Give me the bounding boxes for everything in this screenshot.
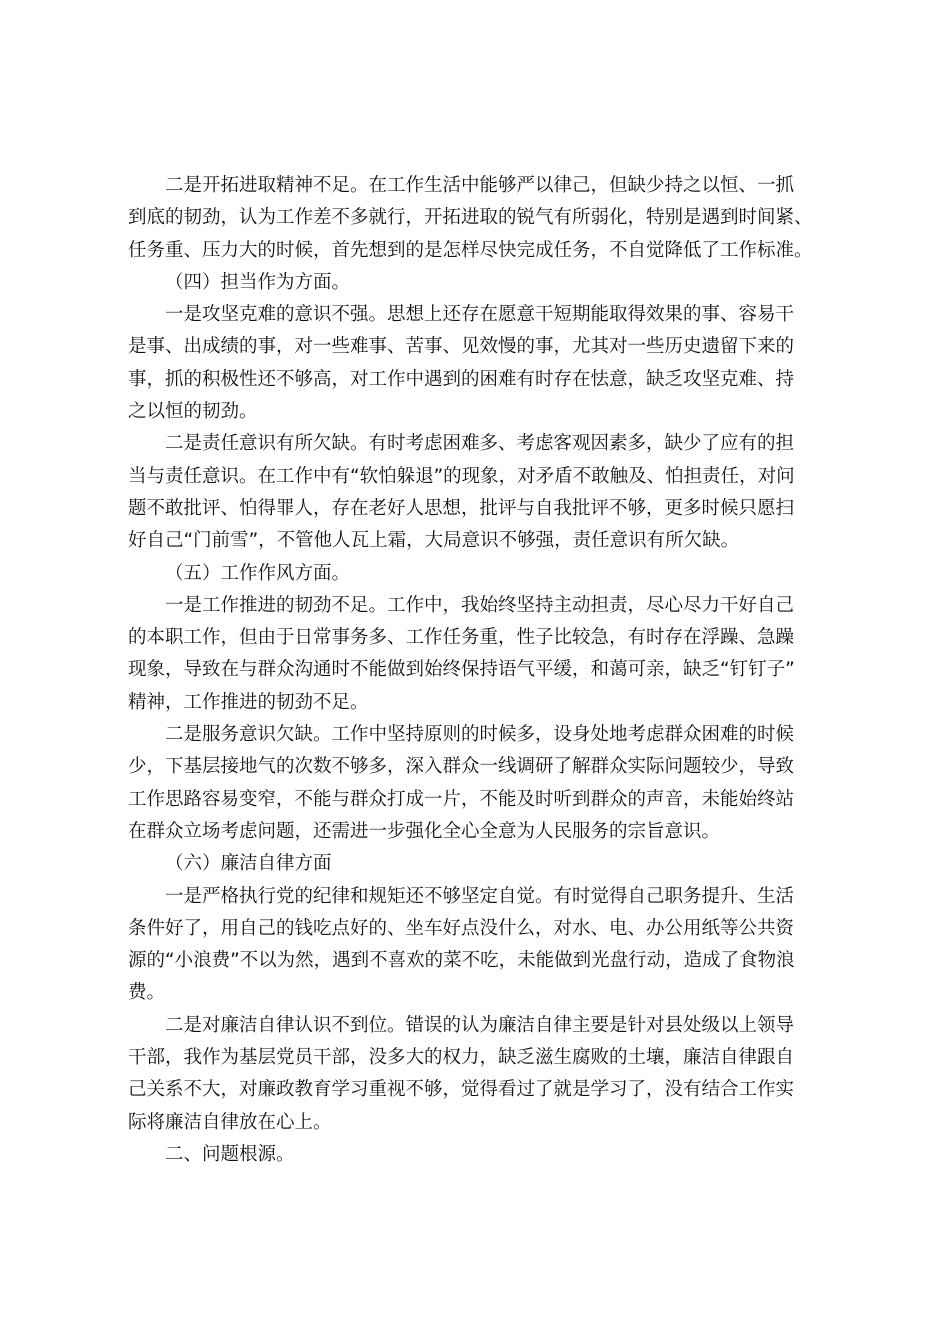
paragraph-integrity-awareness: 二是对廉洁自律认识不到位。错误的认为廉洁自律主要是针对县处级以上领导 干部，我作为基层党员干部，没多大的权力，缺乏滋生腐败的土壤，廉洁自律跟自 己关系不大，对廉政教育学习重视不够，觉得看过了就是学习了，没有结合工作实 际将廉洁自律放在心上。 [128, 1014, 795, 1133]
paragraph-sense-of-responsibility: 二是责任意识有所欠缺。有时考虑困难多、考虑客观因素多，缺少了应有的担 当与责任意识。在工作中有“软怕躲退”的现象，对矛盾不敢触及、怕担责任，对问 题不敢批评、怕得罪人，存在老好人思想，批评与自我批评不够，更多时候只愿扫 好自己“门前雪”，不管他人瓦上霜，大局意识不够强，责任意识有所欠缺。 [128, 433, 795, 552]
section-heading-responsibility: （四）担当作为方面。 [165, 271, 351, 293]
section-heading-root-causes: 二、问题根源。 [165, 1143, 295, 1165]
paragraph-pioneering-spirit: 二是开拓进取精神不足。在工作生活中能够严以律己，但缺少持之以恒、一抓 到底的韧劲，认为工作差不多就行，开拓进取的锐气有所弱化，特别是遇到时间紧、 任务重、压力大的时候，首先想到的是怎样尽快完成任务，不自觉降低了工作标准。 [128, 175, 813, 261]
paragraph-overcoming-difficulties: 一是攻坚克难的意识不强。思想上还存在愿意干短期能取得效果的事、容易干 是事、出成绩的事，对一些难事、苦事、见效慢的事，尤其对一些历史遗留下来的 事，抓的积极性还不够高，对工作中遇到的困难有时存在怯意，缺乏攻坚克难、持 之以恒的韧劲。 [128, 304, 795, 423]
document-body [128, 170, 831, 1171]
paragraph-party-discipline: 一是严格执行党的纪律和规矩还不够坚定自觉。有时觉得自己职务提升、生活 条件好了，用自己的钱吃点好的、坐车好点没什么，对水、电、办公用纸等公共资 源的“小浪费”不以为然，遇到不喜欢的菜不吃，未能做到光盘行动，造成了食物浪 费。 [128, 885, 795, 1004]
paragraph-work-tenacity: 一是工作推进的韧劲不足。工作中，我始终坚持主动担责，尽心尽力干好自己 的本职工作，但由于日常事务多、工作任务重，性子比较急，有时存在浮躁、急躁 现象，导致在与群众沟通时不能做到始终保持语气平缓，和蔼可亲，缺乏“钉钉子” 精神，工作推进的韧劲不足。 [128, 594, 795, 713]
section-heading-work-style: （五）工作作风方面。 [165, 562, 351, 584]
section-heading-integrity: （六）廉洁自律方面 [165, 853, 332, 875]
paragraph-service-awareness: 二是服务意识欠缺。工作中坚持原则的时候多，设身处地考虑群众困难的时候 少，下基层接地气的次数不够多，深入群众一线调研了解群众实际问题较少，导致 工作思路容易变窄，不能与群众打成一片，不能及时听到群众的声音，未能始终站 在群众立场考虑问题，还需进一步强化全心全意为人民服务的宗旨意识。 [128, 724, 795, 842]
